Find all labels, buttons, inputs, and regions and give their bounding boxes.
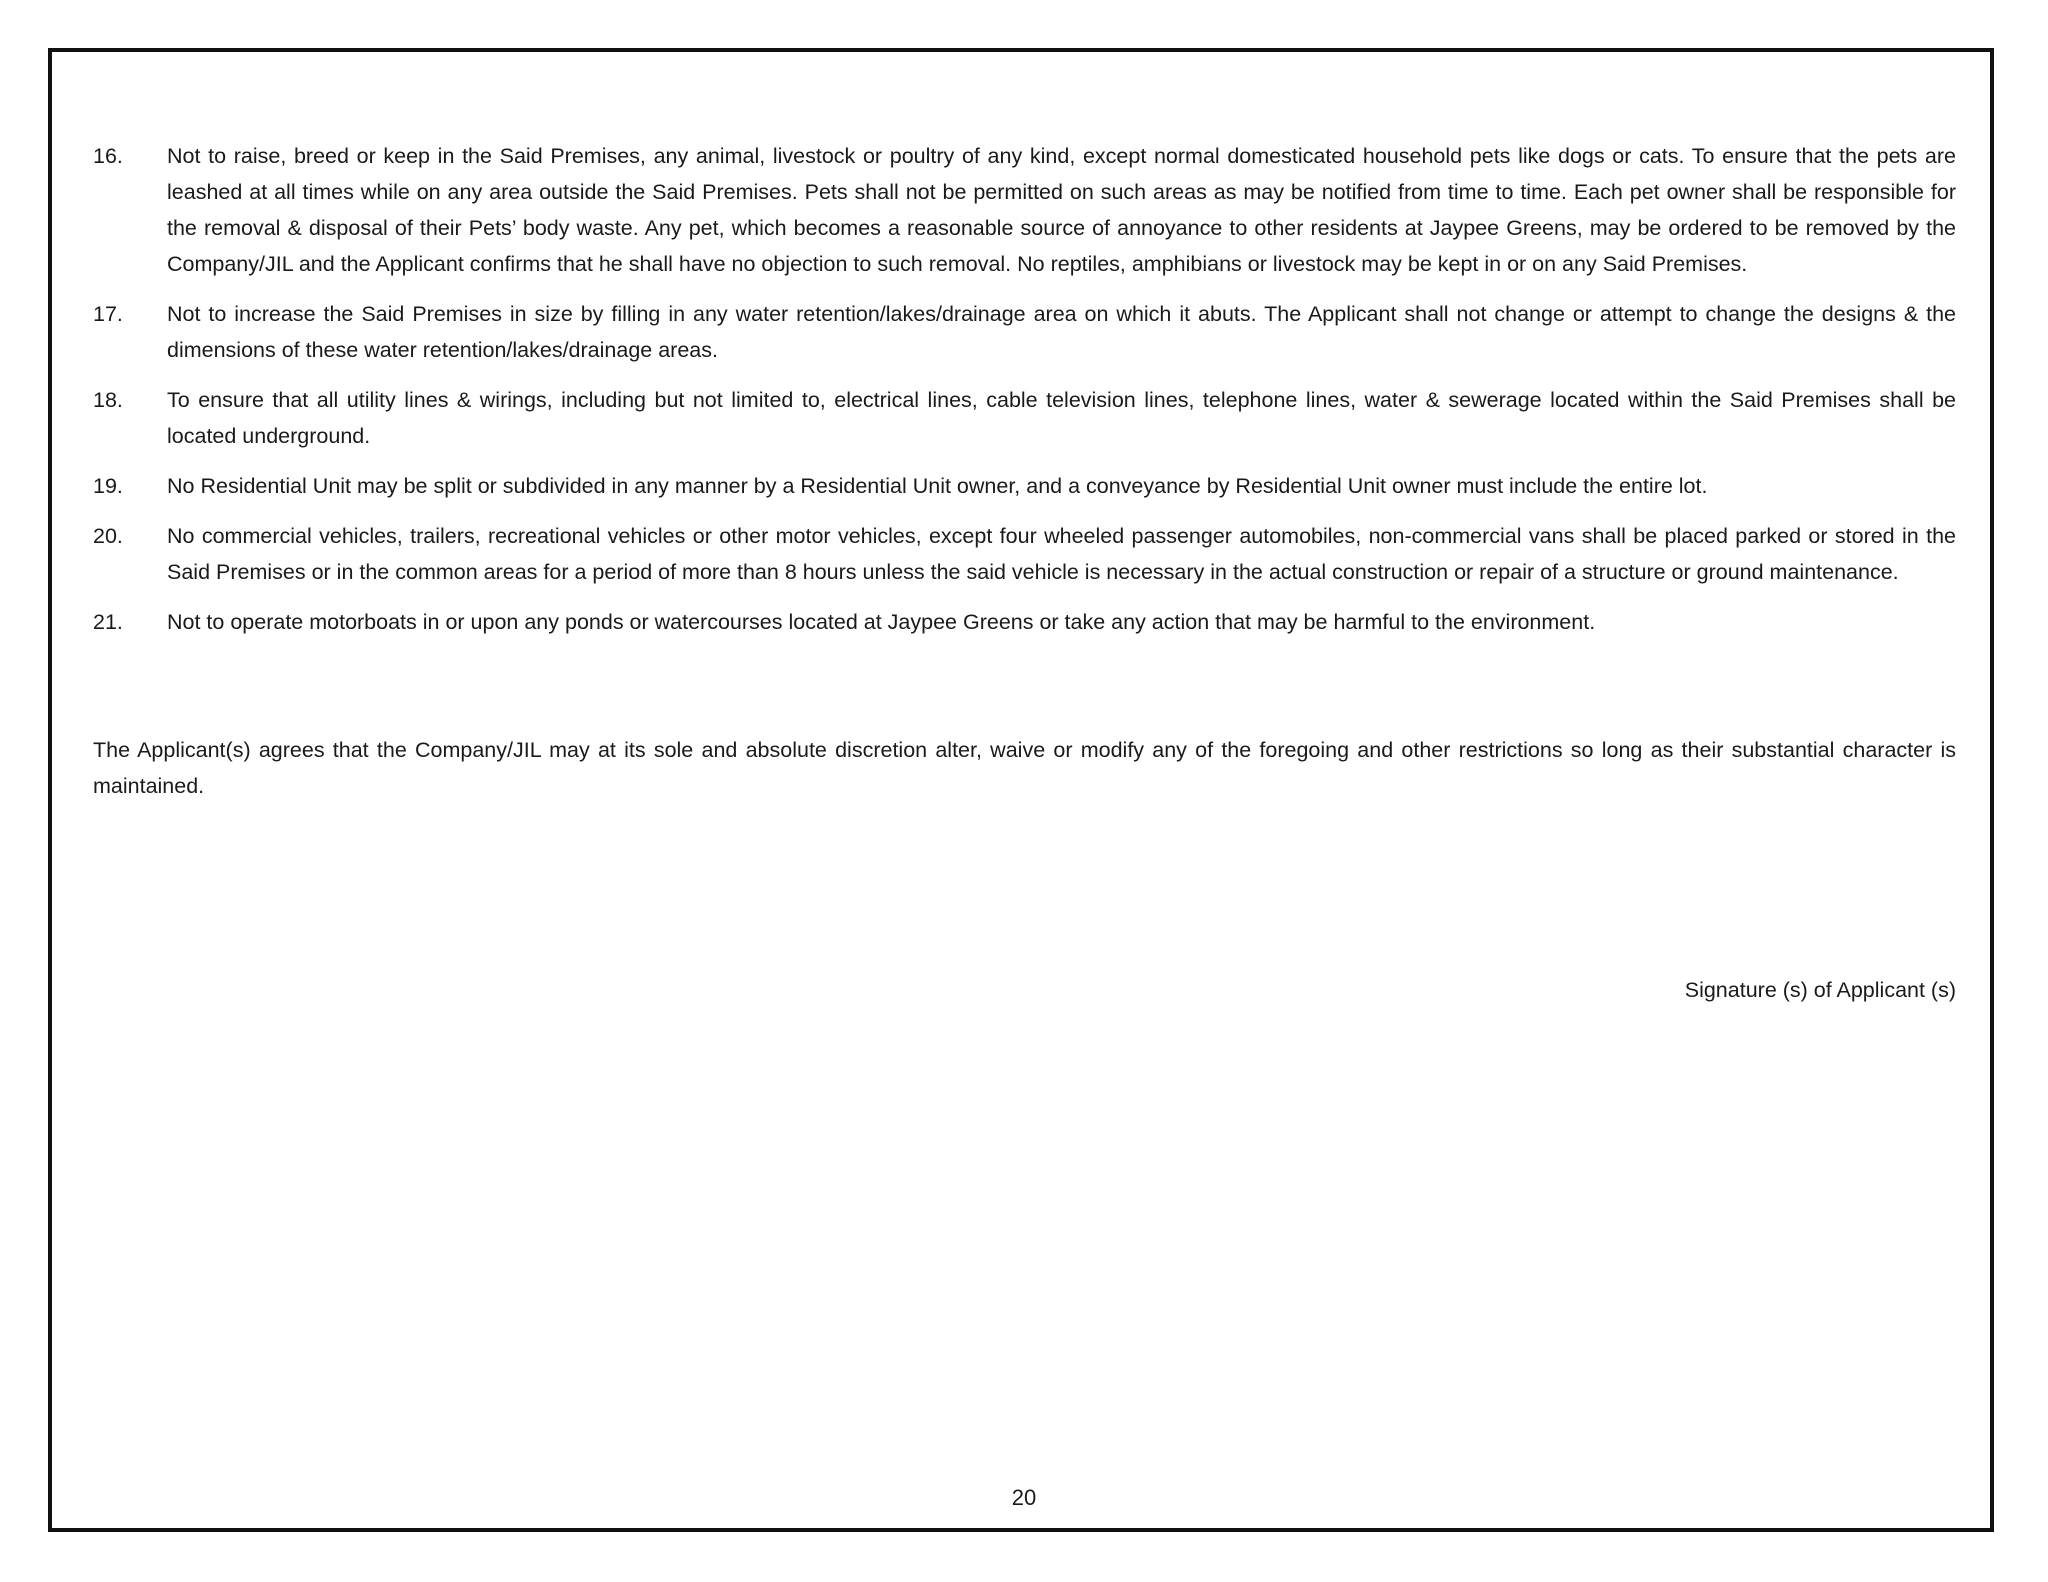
clause-text: Not to increase the Said Premises in size by filling in any water retention/lakes/drainage area on which it abuts. The Applicant shall not change or attempt to change the designs & the dimensions of these water retention/lakes/drainage areas.: [167, 302, 1956, 362]
clause-number: 19.: [93, 474, 123, 498]
clause-item: [93, 382, 1956, 454]
clause-item: [93, 518, 1956, 590]
clause-text: Not to raise, breed or keep in the Said Premises, any animal, livestock or poultry of any kind, except normal domesticated household pets like dogs or cats. To ensure that the pets are leashed at all times while on any area outside the Said Premises. Pets shall not be permitted on such areas as may be notified from time to time. Each pet owner shall be responsible for the removal & disposal of their Pets’ body waste. Any pet, which becomes a reasonable source of annoyance to other residents at Jaypee Greens, may be ordered to be removed by the Company/JIL and the Applicant confirms that he shall have no objection to such removal. No reptiles, amphibians or livestock may be kept in or on any Said Premises.: [167, 144, 1956, 276]
clause-text: No commercial vehicles, trailers, recreational vehicles or other motor vehicles, except four wheeled passenger automobiles, non-commercial vans shall be placed parked or stored in the Said Premises or in the common areas for a period of more than 8 hours unless the said vehicle is necessary in the actual construction or repair of a structure or ground maintenance.: [167, 524, 1956, 584]
clause-number: 18.: [93, 388, 123, 412]
clause-text: Not to operate motorboats in or upon any ponds or watercourses located at Jaypee Greens or take any action that may be harmful to the environment.: [167, 610, 1596, 634]
page-number: 20: [1011, 1485, 1037, 1510]
signature-label: Signature (s) of Applicant (s): [1684, 978, 1956, 1002]
clause-item: [93, 296, 1956, 368]
clause-item: [93, 604, 1956, 640]
clause-list: [93, 138, 1956, 654]
clause-number: 21.: [93, 610, 123, 634]
clause-number: 20.: [93, 524, 123, 548]
clause-text: To ensure that all utility lines & wirings, including but not limited to, electrical lines, cable television lines, telephone lines, water & sewerage located within the Said Premises shall be located underground.: [167, 388, 1956, 448]
clause-item: [93, 468, 1956, 504]
closing-paragraph: The Applicant(s) agrees that the Company/JIL may at its sole and absolute discretion alter, waive or modify any of the foregoing and other restrictions so long as their substantial character is maintained.: [93, 738, 1956, 798]
clause-item: [93, 138, 1956, 282]
clause-number: 17.: [93, 302, 123, 326]
clause-text: No Residential Unit may be split or subdivided in any manner by a Residential Unit owner, and a conveyance by Residential Unit owner must include the entire lot.: [167, 474, 1708, 498]
clause-number: 16.: [93, 144, 123, 168]
